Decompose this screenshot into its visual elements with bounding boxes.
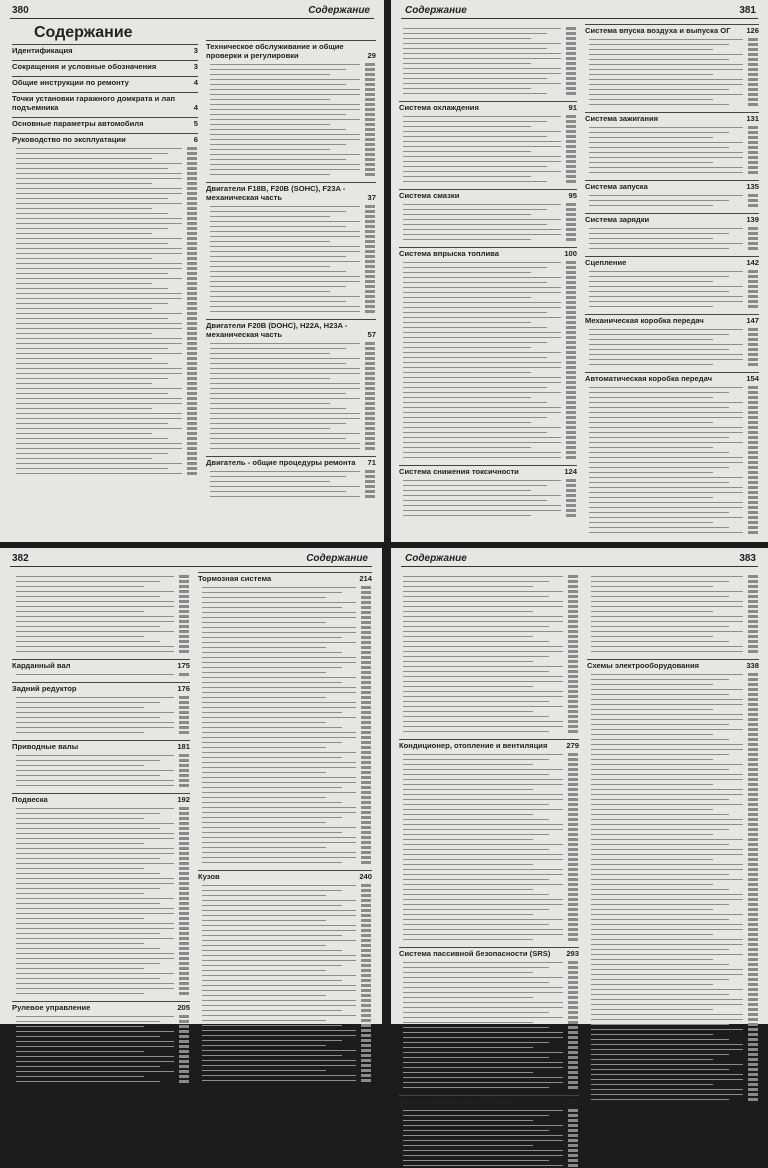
running-head: Содержание (306, 553, 368, 564)
toc-section-heading (585, 112, 759, 123)
toc-section (585, 213, 759, 251)
toc-section (12, 133, 198, 476)
toc-entry-line (399, 1163, 579, 1168)
page-383 (391, 548, 768, 1106)
toc-section-page: 4 (193, 78, 198, 87)
page-382 (0, 548, 382, 1024)
toc-section-page: 181 (177, 742, 190, 751)
toc-section-heading (585, 372, 759, 383)
toc-section-page: 71 (367, 458, 376, 467)
toc-section-heading (399, 465, 577, 476)
toc-entry-line (585, 170, 759, 175)
page-number: 381 (739, 5, 756, 16)
toc-section-heading (399, 1095, 579, 1106)
toc-section-heading (585, 180, 759, 191)
toc-section-title: Рулевое управление (12, 1003, 91, 1012)
toc-section (399, 189, 577, 242)
toc-section-title: Кондиционер, отопление и вентиляция (399, 741, 548, 750)
toc-section-page: 91 (568, 103, 577, 112)
toc-section (206, 319, 376, 451)
toc-entry-list (206, 341, 376, 451)
toc-section-heading (198, 870, 372, 881)
running-head: Содержание (308, 5, 370, 16)
toc-section-title: Система охлаждения (399, 103, 479, 112)
toc-section (198, 870, 372, 1083)
toc-section-page: 126 (746, 26, 759, 35)
toc-section-heading (585, 213, 759, 224)
toc-section-page: 205 (177, 1003, 190, 1012)
toc-section-page: 95 (568, 191, 577, 200)
toc-entry-line (585, 246, 759, 251)
toc-section-page: 192 (177, 795, 190, 804)
toc-entry-line (12, 730, 190, 735)
toc-entry-line (585, 304, 759, 309)
toc-section (12, 117, 198, 128)
toc-entry-list (206, 469, 376, 499)
toc-section-heading (12, 793, 190, 804)
toc-entry-list (585, 125, 759, 175)
toc-section (399, 465, 577, 518)
toc-section-heading (585, 24, 759, 35)
toc-entry-line (399, 237, 577, 242)
toc-section-page: 6 (193, 135, 198, 144)
toc-section-page: 154 (746, 374, 759, 383)
page-number: 383 (739, 553, 756, 564)
toc-section-page: 147 (746, 316, 759, 325)
toc-section-title: Техническое обслуживание и общие проверки и регулировки (206, 42, 344, 60)
toc-entry-list (399, 1108, 579, 1168)
page-381 (391, 0, 768, 542)
toc-section-title: Двигатели F20B (DOHC), H22A, H23A - механическая часть (206, 321, 348, 339)
toc-entry-list (12, 753, 190, 788)
toc-section (198, 572, 372, 865)
toc-section-page: 135 (746, 182, 759, 191)
toc-section (206, 182, 376, 314)
toc-entry-line (206, 309, 376, 314)
toc-section (399, 739, 579, 942)
toc-section-heading (206, 40, 376, 60)
toc-entry-line (12, 471, 198, 476)
toc-section-page: 142 (746, 258, 759, 267)
toc-column (399, 24, 577, 538)
toc-entry-line (399, 937, 579, 942)
toc-section-heading (12, 92, 198, 112)
toc-entry-list (399, 752, 579, 942)
toc-column (198, 572, 372, 1020)
toc-section-heading (12, 117, 198, 128)
toc-section (206, 456, 376, 499)
page-number: 382 (12, 553, 29, 564)
toc-entry-line (206, 172, 376, 177)
page-header (10, 552, 372, 567)
toc-entry-list (587, 672, 759, 1102)
toc-entry-line (206, 494, 376, 499)
toc-section (399, 101, 577, 184)
toc-entry-line (585, 102, 759, 107)
toc-entry-list (585, 193, 759, 208)
toc-section-page: 5 (193, 119, 198, 128)
toc-section-page: 293 (566, 949, 579, 958)
toc-section-heading (206, 456, 376, 467)
toc-entry-list (399, 960, 579, 1090)
toc-section-page: 176 (177, 684, 190, 693)
page-380 (0, 0, 384, 542)
toc-column (12, 572, 190, 1020)
toc-entry-line (399, 91, 577, 96)
toc-section-title: Система зажигания (585, 114, 659, 123)
toc-column (206, 40, 376, 538)
toc-entry-line (12, 649, 190, 654)
toc-section-title: Система зарядки (585, 215, 650, 224)
toc-column (587, 572, 759, 1020)
toc-section (12, 44, 198, 55)
toc-section (399, 1095, 579, 1168)
toc-entry-line (585, 203, 759, 208)
toc-entry-line (585, 530, 759, 535)
toc-entry-list (12, 672, 190, 677)
toc-entry-line (399, 513, 577, 518)
toc-section-title: Система впуска воздуха и выпуска ОГ (585, 26, 731, 35)
toc-section-title: Двигатель - общие процедуры ремонта (206, 458, 356, 467)
toc-entry-list (12, 1014, 190, 1084)
toc-section-title: Система пассивной безопасности (SRS) (399, 949, 551, 958)
toc-section-title: Система снижения токсичности (399, 467, 519, 476)
toc-section-title: Сцепление (585, 258, 627, 267)
toc-section-title: Точки установки гаражного домкрата и лап подъемника (12, 94, 176, 112)
toc-section-page: 139 (746, 215, 759, 224)
toc-section (12, 92, 198, 112)
toc-entry-list (206, 62, 376, 177)
toc-entry-list (399, 574, 579, 734)
toc-section-page: 338 (746, 661, 759, 670)
toc-section (587, 574, 759, 654)
toc-column (12, 44, 198, 538)
toc-section (12, 740, 190, 788)
toc-section-page: 299 (566, 1097, 579, 1106)
toc-section-heading (399, 101, 577, 112)
toc-section-page: 3 (193, 62, 198, 71)
toc-section-heading (399, 739, 579, 750)
page-number: 380 (12, 5, 29, 16)
toc-entry-line (12, 991, 190, 996)
toc-section-heading (399, 189, 577, 200)
toc-entry-list (585, 226, 759, 251)
toc-entry-line (198, 860, 372, 865)
toc-section (12, 793, 190, 996)
toc-section-title: Идентификация (12, 46, 73, 55)
toc-entry-list (585, 385, 759, 535)
toc-section-title: Система смазки (399, 191, 460, 200)
toc-section-title: Механическая коробка передач (585, 316, 704, 325)
toc-entry-list (399, 478, 577, 518)
toc-section-title: Электрооборудование кузова (399, 1097, 512, 1106)
toc-section-heading (206, 319, 376, 339)
toc-section-title: Кузов (198, 872, 220, 881)
toc-section-heading (585, 256, 759, 267)
toc-entry-line (12, 1079, 190, 1084)
toc-section-heading (198, 572, 372, 583)
toc-section-heading (12, 76, 198, 87)
toc-section-title: Задний редуктор (12, 684, 77, 693)
toc-entry-list (585, 327, 759, 367)
toc-section (12, 1001, 190, 1084)
toc-section-heading (399, 247, 577, 258)
toc-section (12, 659, 190, 677)
toc-entry-line (587, 1097, 759, 1102)
toc-entry-list (206, 204, 376, 314)
toc-entry-line (399, 179, 577, 184)
toc-entry-list (399, 26, 577, 96)
toc-section-title: Приводные валы (12, 742, 79, 751)
toc-section-heading (585, 314, 759, 325)
toc-column (399, 572, 579, 1106)
toc-section-page: 279 (566, 741, 579, 750)
toc-entry-list (399, 202, 577, 242)
toc-section-title: Система впрыска топлива (399, 249, 499, 258)
toc-section-title: Схемы электрооборудования (587, 661, 700, 670)
toc-entry-list (12, 146, 198, 476)
toc-section (585, 256, 759, 309)
toc-section-page: 214 (359, 574, 372, 583)
toc-section-page: 124 (564, 467, 577, 476)
toc-section-heading (12, 1001, 190, 1012)
toc-entry-line (585, 362, 759, 367)
toc-section-heading (12, 133, 198, 144)
toc-section-title: Система запуска (585, 182, 648, 191)
toc-entry-list (399, 114, 577, 184)
toc-section-heading (12, 740, 190, 751)
toc-entry-line (399, 729, 579, 734)
toc-section-heading (12, 60, 198, 71)
toc-section-page: 57 (367, 330, 376, 339)
toc-section-page: 175 (177, 661, 190, 670)
toc-column (585, 24, 759, 538)
toc-section (399, 247, 577, 460)
toc-section (399, 26, 577, 96)
toc-entry-list (587, 574, 759, 654)
toc-section-page: 3 (193, 46, 198, 55)
toc-section-page: 131 (746, 114, 759, 123)
toc-section-heading (12, 659, 190, 670)
toc-section-title: Подвеска (12, 795, 48, 804)
toc-entry-list (12, 695, 190, 735)
toc-entry-line (399, 1085, 579, 1090)
toc-section-page: 100 (564, 249, 577, 258)
toc-section-title: Руководство по эксплуатации (12, 135, 126, 144)
toc-section-heading (12, 682, 190, 693)
toc-entry-list (585, 37, 759, 107)
toc-section-title: Сокращения и условные обозначения (12, 62, 157, 71)
toc-section (12, 76, 198, 87)
page-header (10, 4, 374, 19)
page-header (401, 4, 758, 19)
toc-entry-list (399, 260, 577, 460)
toc-section (587, 659, 759, 1102)
running-head: Содержание (405, 553, 467, 564)
toc-section-title: Основные параметры автомобиля (12, 119, 144, 128)
toc-section-title: Карданный вал (12, 661, 71, 670)
toc-section-page: 37 (367, 193, 376, 202)
toc-entry-line (12, 783, 190, 788)
toc-entry-line (399, 455, 577, 460)
toc-section-title: Общие инструкции по ремонту (12, 78, 129, 87)
toc-entry-line (587, 649, 759, 654)
toc-title: Содержание (34, 24, 133, 41)
toc-entry-line (12, 672, 190, 677)
toc-section-title: Автоматическая коробка передач (585, 374, 713, 383)
toc-section-title: Двигатели F18B, F20B (SOHC), F23A - механическая часть (206, 184, 346, 202)
toc-section-heading (399, 947, 579, 958)
page-header (401, 552, 758, 567)
toc-section (12, 574, 190, 654)
toc-entry-list (12, 574, 190, 654)
toc-section-heading (206, 182, 376, 202)
running-head: Содержание (405, 5, 467, 16)
toc-section (585, 372, 759, 535)
toc-entry-list (198, 585, 372, 865)
toc-entry-list (12, 806, 190, 996)
toc-section-page: 4 (193, 103, 198, 112)
toc-entry-list (585, 269, 759, 309)
toc-section (206, 40, 376, 177)
toc-section (12, 60, 198, 71)
toc-section (585, 24, 759, 107)
toc-section (12, 682, 190, 735)
toc-section-page: 29 (367, 51, 376, 60)
toc-entry-line (206, 446, 376, 451)
toc-section-heading (12, 44, 198, 55)
toc-section (585, 112, 759, 175)
toc-entry-line (198, 1078, 372, 1083)
toc-section (399, 947, 579, 1090)
toc-section-title: Тормозная система (198, 574, 272, 583)
toc-section (585, 314, 759, 367)
toc-section-page: 240 (359, 872, 372, 881)
toc-section-heading (587, 659, 759, 670)
toc-section (399, 574, 579, 734)
toc-section (585, 180, 759, 208)
toc-entry-list (198, 883, 372, 1083)
